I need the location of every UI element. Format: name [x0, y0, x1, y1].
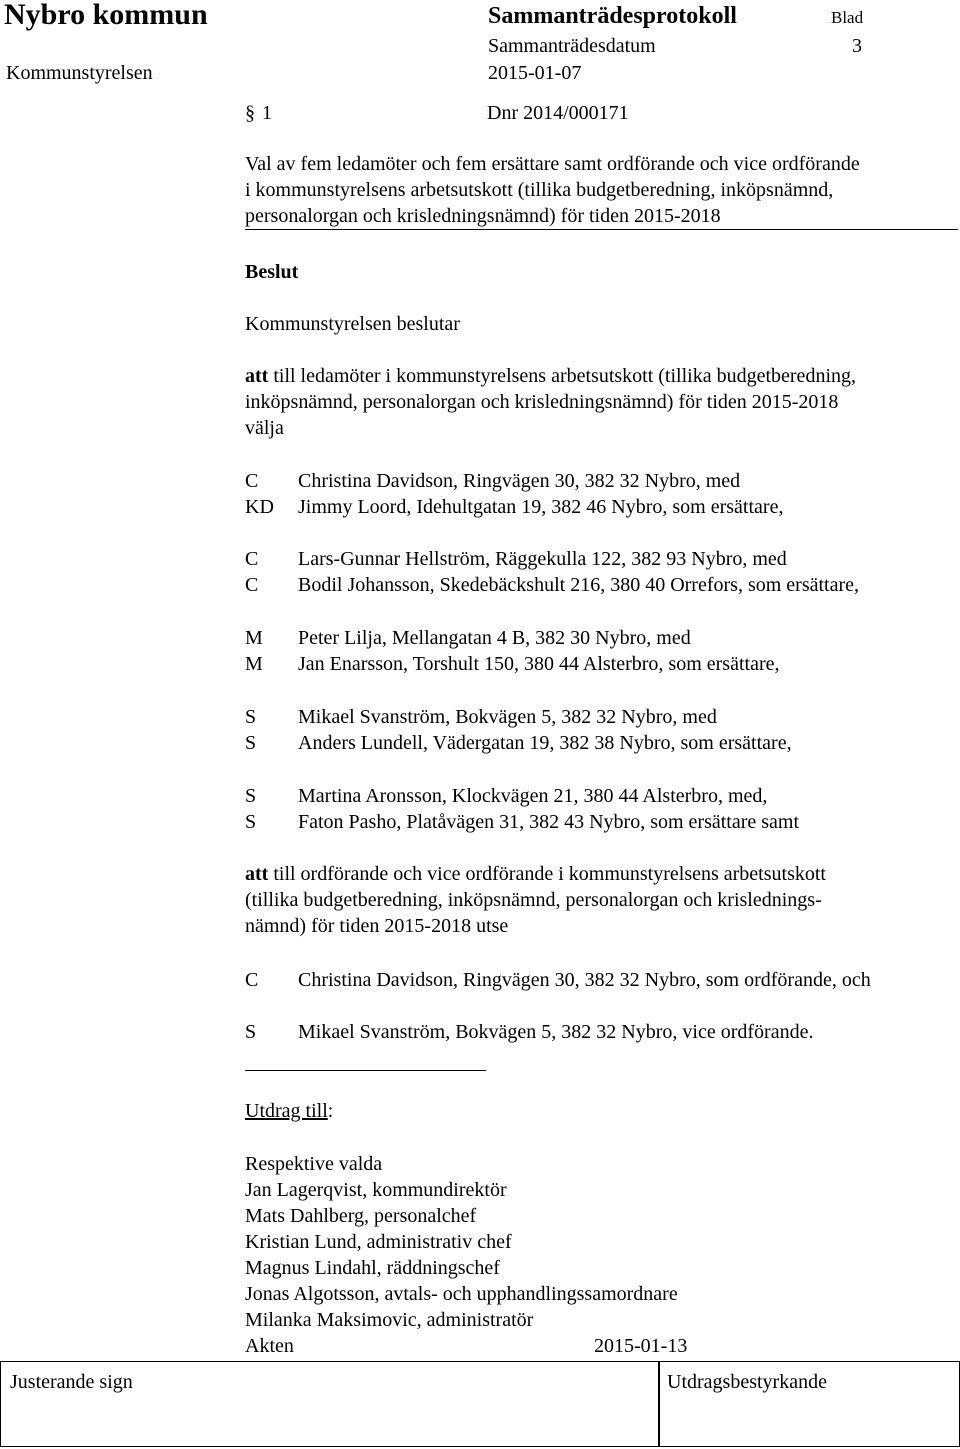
- paragraph-symbol: §: [245, 102, 255, 124]
- decision-intro: Kommunstyrelsen beslutar: [245, 313, 460, 335]
- archive-date: 2015-01-13: [594, 1335, 688, 1357]
- recipient: Milanka Maksimovic, administratör: [245, 1309, 534, 1331]
- att-text: till ledamöter i kommunstyrelsens arbetsutskott (tillika budgetberedning,: [268, 365, 856, 387]
- party-label: C: [245, 470, 259, 492]
- member-entry: Anders Lundell, Vädergatan 19, 382 38 Nybro, som ersättare,: [298, 732, 792, 754]
- archive-label: Akten: [245, 1335, 294, 1357]
- vice-chair-entry: Mikael Svanström, Bokvägen 5, 382 32 Nybro, vice ordförande.: [298, 1021, 814, 1043]
- utdragsbestyrkande-label: Utdragsbestyrkande: [667, 1371, 827, 1393]
- member-entry: Jimmy Loord, Idehultgatan 19, 382 46 Nybro, som ersättare,: [298, 496, 784, 518]
- member-entry: Martina Aronsson, Klockvägen 21, 380 44 Alsterbro, med,: [298, 785, 768, 807]
- party-label: KD: [245, 496, 274, 518]
- title-underline: [245, 229, 958, 230]
- party-label: C: [245, 969, 259, 991]
- decision-att-2-line-2: (tillika budgetberedning, inköpsnämnd, personalorgan och krislednings-: [245, 889, 822, 911]
- recipient: Magnus Lindahl, räddningschef: [245, 1257, 500, 1279]
- party-label: C: [245, 574, 259, 596]
- document-type: Sammanträdesprotokoll: [488, 3, 737, 29]
- member-entry: Mikael Svanström, Bokvägen 5, 382 32 Nybro, med: [298, 706, 717, 728]
- party-label: S: [245, 706, 257, 728]
- recipient: Jonas Algotsson, avtals- och upphandlingssamordnare: [245, 1283, 678, 1305]
- decision-att-2-line-3: nämnd) för tiden 2015-2018 utse: [245, 915, 509, 937]
- page-number: 3: [852, 35, 862, 57]
- att-keyword: att: [245, 863, 269, 885]
- item-title-line-1: Val av fem ledamöter och fem ersättare samt ordförande och vice ordförande: [245, 153, 860, 175]
- member-entry: Faton Pasho, Platåvägen 31, 382 43 Nybro, som ersättare samt: [298, 811, 800, 833]
- party-label: S: [245, 732, 257, 754]
- diary-number: Dnr 2014/000171: [487, 102, 629, 124]
- party-label: C: [245, 548, 259, 570]
- party-label: S: [245, 785, 257, 807]
- decision-att-2-line-1: [245, 861, 826, 887]
- blad-label: Blad: [831, 8, 864, 27]
- party-label: S: [245, 811, 257, 833]
- member-entry: Lars-Gunnar Hellström, Räggekulla 122, 382 93 Nybro, med: [298, 548, 787, 570]
- recipient: Mats Dahlberg, personalchef: [245, 1205, 477, 1227]
- recipient: Kristian Lund, administrativ chef: [245, 1231, 512, 1253]
- att-text: till ordförande och vice ordförande i kommunstyrelsens arbetsutskott: [268, 863, 826, 885]
- meeting-date: 2015-01-07: [488, 62, 582, 84]
- paragraph-number: 1: [262, 102, 272, 124]
- member-entry: Peter Lilja, Mellangatan 4 B, 382 30 Nybro, med: [298, 627, 691, 649]
- item-title-line-3: personalorgan och krisledningsnämnd) för tiden 2015-2018: [245, 205, 721, 227]
- decision-att-1-line-3: välja: [245, 417, 284, 439]
- recipient: Respektive valda: [245, 1153, 383, 1175]
- organization-name: Nybro kommun: [4, 0, 208, 31]
- party-label: M: [245, 653, 263, 675]
- meeting-date-label: Sammanträdesdatum: [488, 35, 656, 57]
- att-keyword: att: [245, 365, 269, 387]
- justerande-sign-label: Justerande sign: [10, 1371, 133, 1393]
- recipient: Jan Lagerqvist, kommundirektör: [245, 1179, 507, 1201]
- member-entry: Jan Enarsson, Torshult 150, 380 44 Alsterbro, som ersättare,: [298, 653, 780, 675]
- member-entry: Bodil Johansson, Skedebäckshult 216, 380 40 Orrefors, som ersättare,: [298, 574, 860, 596]
- decision-heading: Beslut: [245, 261, 299, 283]
- committee-name: Kommunstyrelsen: [6, 62, 153, 84]
- decision-att-1-line-2: inköpsnämnd, personalorgan och krisledningsnämnd) för tiden 2015-2018: [245, 391, 839, 413]
- member-entry: Christina Davidson, Ringvägen 30, 382 32 Nybro, med: [298, 470, 741, 492]
- party-label: M: [245, 627, 263, 649]
- decision-att-1-line-1: [245, 363, 856, 389]
- party-label: S: [245, 1021, 257, 1043]
- chair-entry: Christina Davidson, Ringvägen 30, 382 32 Nybro, som ordförande, och: [298, 969, 871, 991]
- distribution-heading: Utdrag till:: [245, 1100, 334, 1122]
- separator-line: [245, 1070, 486, 1071]
- item-title-line-2: i kommunstyrelsens arbetsutskott (tillika budgetberedning, inköpsnämnd,: [245, 179, 834, 201]
